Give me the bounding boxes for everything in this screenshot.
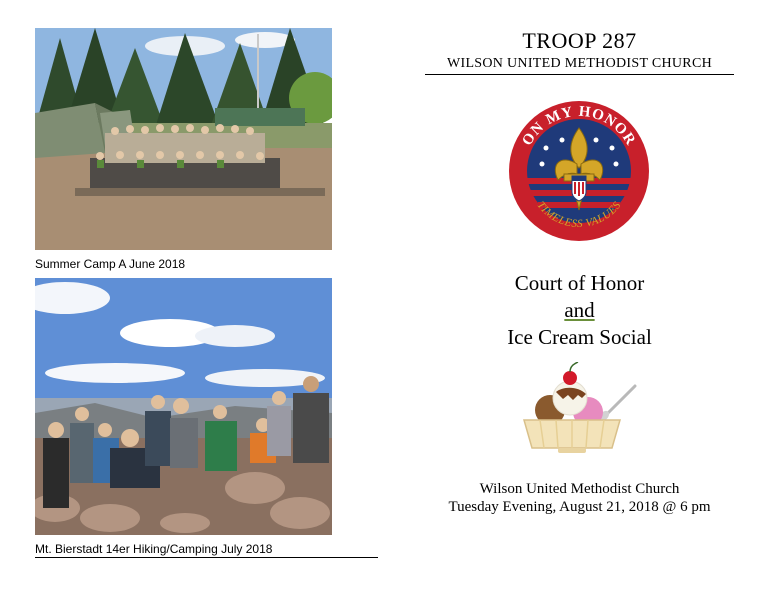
ice-cream-sundae-icon	[518, 362, 640, 461]
mountain-hike-photo	[35, 278, 332, 535]
on-my-honor-emblem	[506, 98, 652, 249]
photo1-caption: Summer Camp A June 2018	[35, 257, 186, 271]
event-title-line2	[425, 298, 734, 323]
church-subtitle: WILSON UNITED METHODIST CHURCH	[446, 56, 712, 71]
photo2-caption-rule	[35, 557, 378, 558]
event-title-line3: Ice Cream Social	[507, 325, 652, 349]
fleur-de-lis-badge-icon	[506, 98, 652, 244]
svg-text:ON MY HONOR: ON MY HONOR	[519, 103, 639, 149]
header-rule	[425, 74, 734, 75]
datetime-text: Tuesday Evening, August 21, 2018 @ 6 pm	[448, 499, 711, 515]
svg-text:TIMELESS VALUES: TIMELESS VALUES	[534, 199, 624, 231]
photo2-caption: Mt. Bierstadt 14er Hiking/Camping July 2018	[35, 542, 273, 556]
event-title-and: and	[564, 298, 595, 322]
troop-title: TROOP 287	[522, 28, 637, 53]
venue-text: Wilson United Methodist Church	[479, 481, 680, 497]
summer-camp-photo	[35, 28, 332, 250]
event-title-line1: Court of Honor	[514, 271, 645, 295]
